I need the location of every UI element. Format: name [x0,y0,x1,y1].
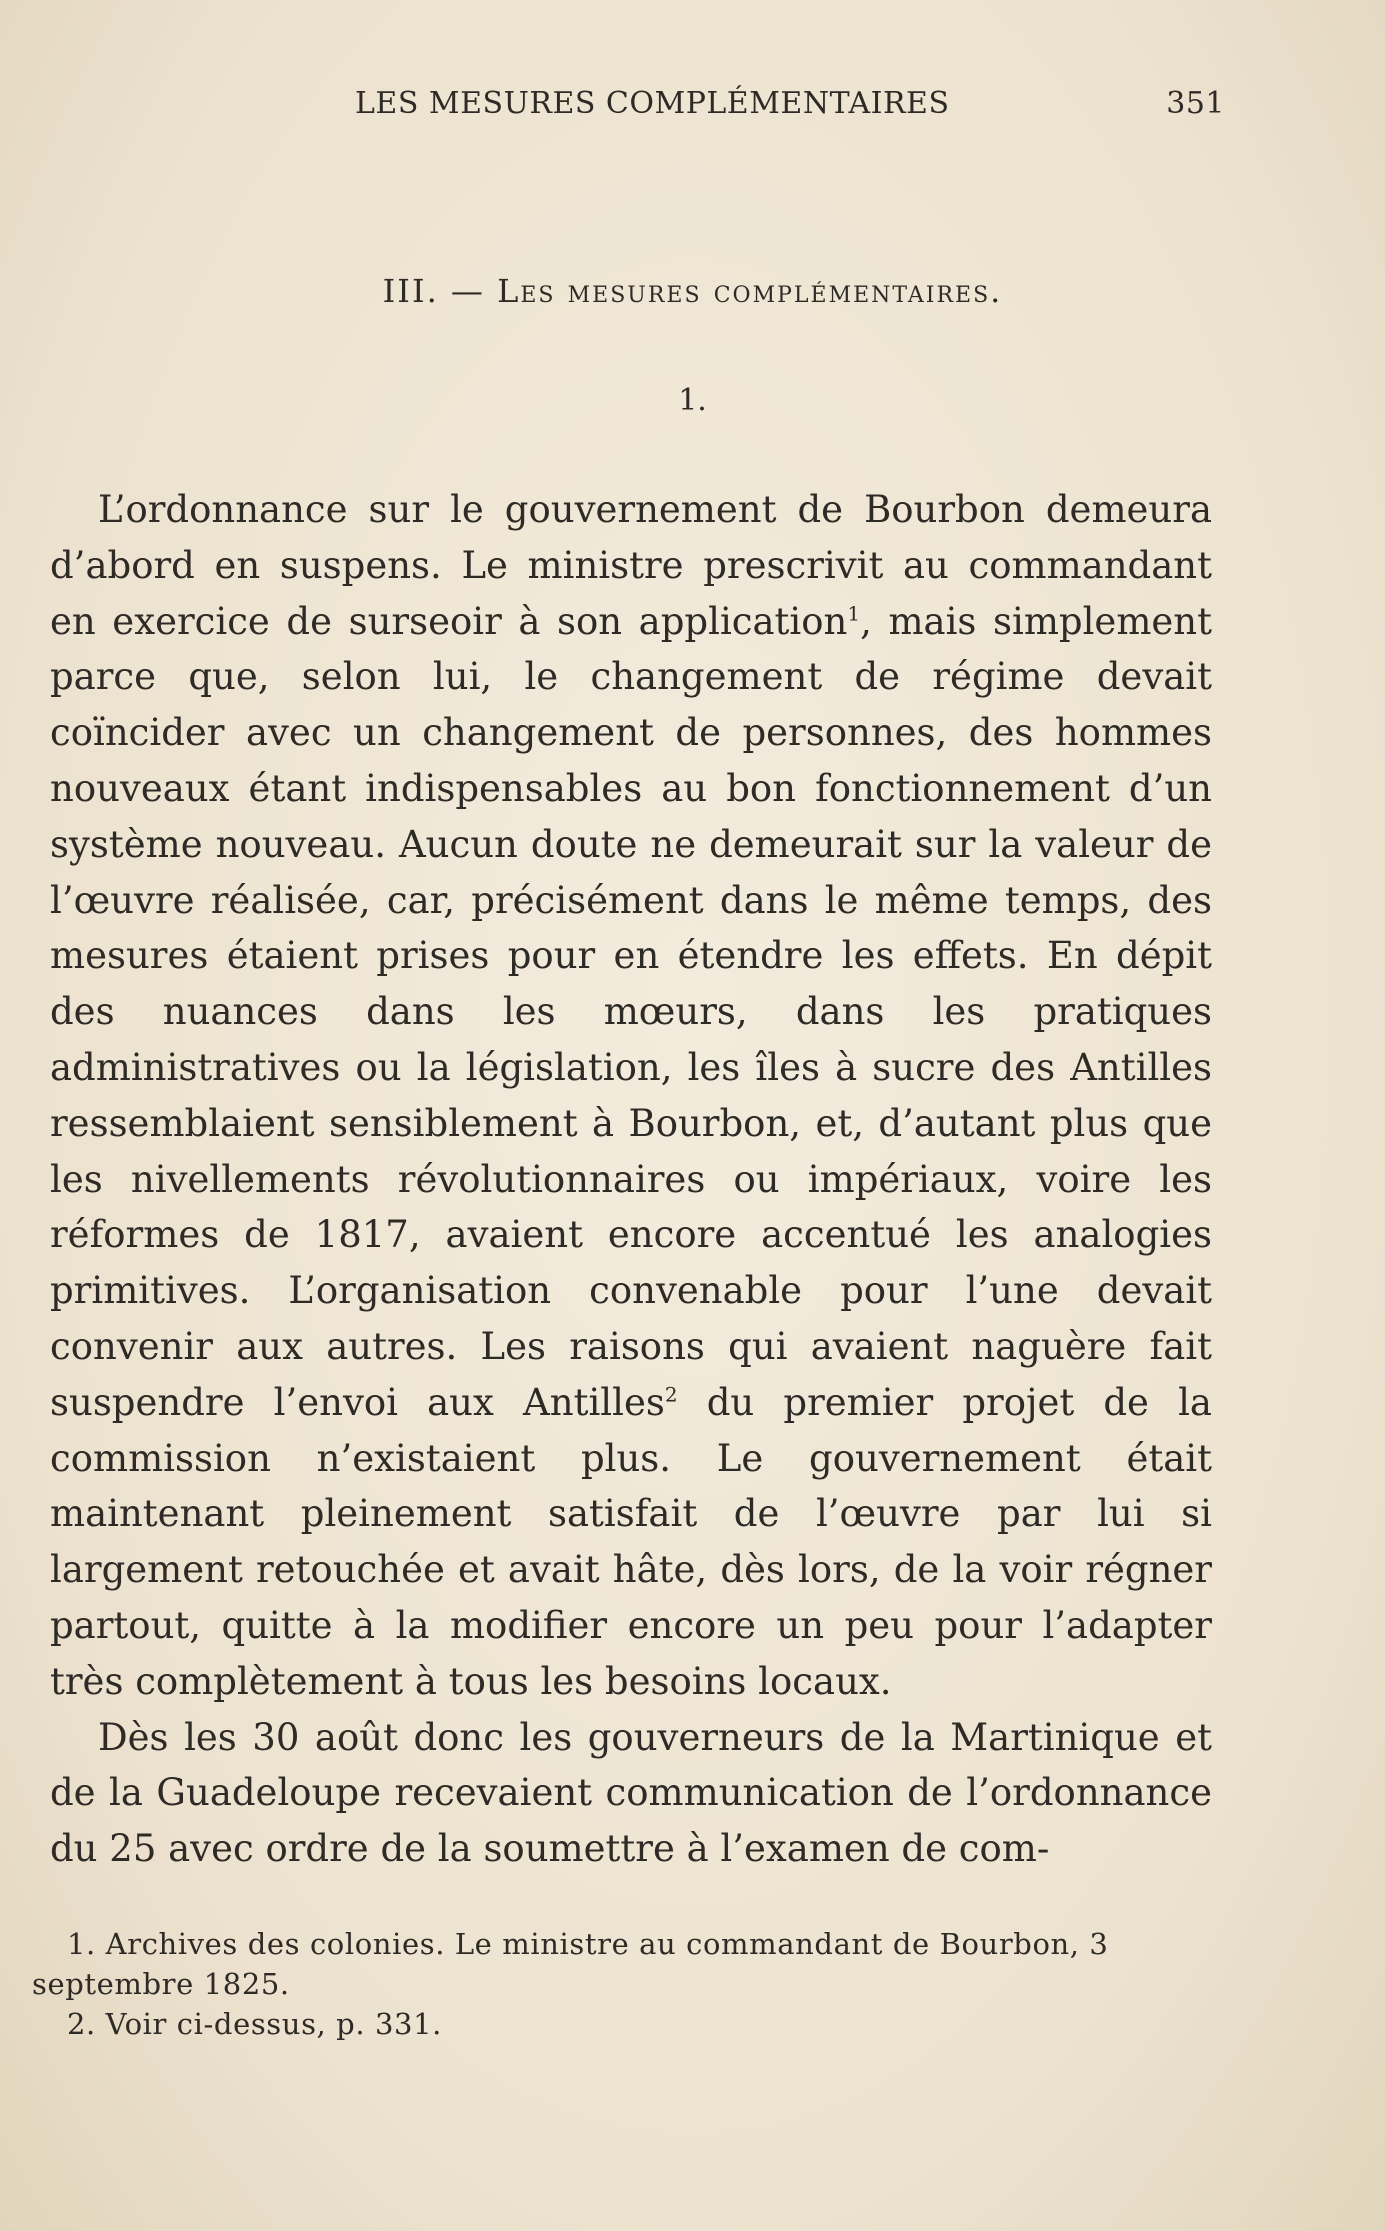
footnotes [32,1924,1212,2044]
paragraph-text: du premier projet de la commission n’existaient plus. Le gouvernement était maintenant pleinement satisfait de l’œuvre par lui si largement retouchée et avait hâte, dès lors, de la voir régner partout, quitte à la modifier encore un peu pour l’adapter très complètement à tous les besoins locaux. [50,1380,1212,1703]
subsection-number: 1. [678,383,707,418]
footnote-ref: 2 [664,1382,678,1407]
paragraph-text: L’ordonnance sur le gouvernement de Bourbon demeura d’abord en suspens. Le ministre prescrivit au commandant en exercice de surseoir à son application [50,488,1212,643]
section-title: III. — Les mesures complémentaires. [382,272,1003,310]
paragraph: Dès les 30 août donc les gouverneurs de la Martinique et de la Guadeloupe recevaient communication de l’ordonnance du 25 avec ordre de la soumettre à l’examen de com- [50,1715,1212,1871]
footnote: 1. Archives des colonies. Le ministre au commandant de Bourbon, 3 septembre 1825. [32,1927,1109,2001]
running-title: LES MESURES COMPLÉMENTAIRES [355,86,950,121]
paragraph-text: , mais simplement parce que, selon lui, le changement de régime devait coïncider avec un changement de personnes, des hommes nouveaux étant indispensables au bon fonctionnement d’un système nouveau. Aucun doute ne demeurait sur la valeur de l’œuvre réalisée, car, précisément dans le même temps, des mesures étaient prises pour en étendre les effets. En dépit des nuances dans les mœurs, dans les pratiques administratives ou la législation, les îles à sucre des Antilles ressemblaient sensiblement à Bourbon, et, d’autant plus que les nivellements révolutionnaires ou impériaux, voire les réformes de 1817, avaient encore accentué les analogies primitives. L’organisation convenable pour l’une devait convenir aux autres. Les raisons qui avaient naguère fait suspendre l’envoi aux Antilles [50,599,1213,1424]
running-head [330,86,1225,130]
footnote-ref: 1 [847,601,861,626]
footnote: 2. Voir ci-dessus, p. 331. [67,2007,442,2041]
body-text [50,482,1212,1877]
page-number: 351 [1166,86,1225,121]
paragraph [50,482,1212,1710]
